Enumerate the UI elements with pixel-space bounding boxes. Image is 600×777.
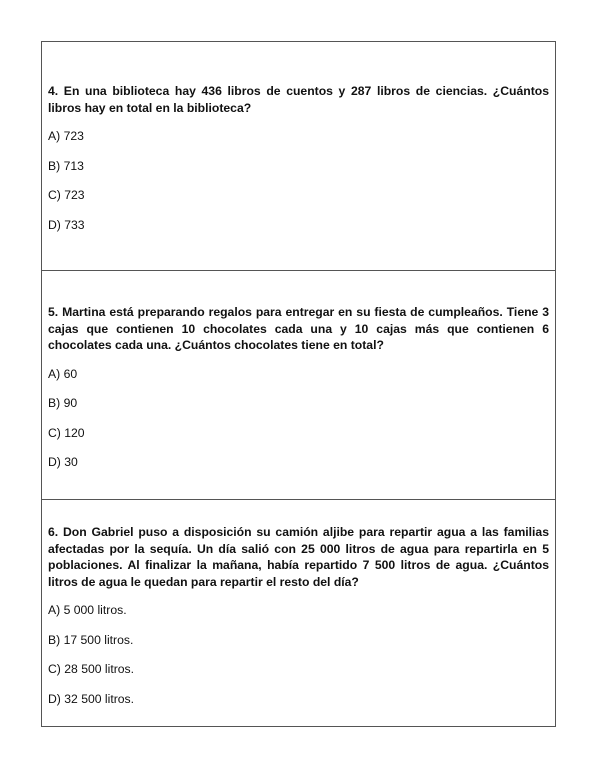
option-d: D) 32 500 litros. <box>48 691 135 706</box>
question-6-options <box>48 602 549 707</box>
question-5-options <box>48 366 549 471</box>
option-d: D) 30 <box>48 455 78 469</box>
option-d: D) 733 <box>48 217 85 232</box>
worksheet <box>41 41 556 727</box>
option-a: A) 723 <box>48 129 84 143</box>
option-c: C) 723 <box>48 188 85 202</box>
option-b: B) 713 <box>48 158 84 173</box>
question-6-stem: 6. Don Gabriel puso a disposición su camión aljibe para repartir agua a las familias afectadas por la sequía. Un día salió con 25 000 litros de agua para repartirla en 5 poblaciones. Al finalizar la mañana, había repartido 7 500 litros de agua. ¿Cuántos litros de agua le quedan para repartir el resto del día? <box>48 525 549 589</box>
option-c: C) 28 500 litros. <box>48 662 135 676</box>
question-4-options <box>48 128 549 233</box>
option-c: C) 120 <box>48 425 85 440</box>
question-4 <box>42 42 555 271</box>
question-5 <box>42 271 555 500</box>
option-b: B) 17 500 litros. <box>48 632 134 647</box>
option-a: A) 5 000 litros. <box>48 603 127 617</box>
question-6 <box>42 500 555 728</box>
question-4-stem: 4. En una biblioteca hay 436 libros de cuentos y 287 libros de ciencias. ¿Cuántos libros hay en total en la biblioteca? <box>48 84 549 115</box>
option-a: A) 60 <box>48 366 78 381</box>
question-5-stem: 5. Martina está preparando regalos para entregar en su fiesta de cumpleaños. Tiene 3 cajas que contienen 10 chocolates cada una y 10 cajas más que contienen 6 chocolates cada una. ¿Cuántos chocolates tiene en total? <box>48 305 549 352</box>
option-b: B) 90 <box>48 396 78 410</box>
